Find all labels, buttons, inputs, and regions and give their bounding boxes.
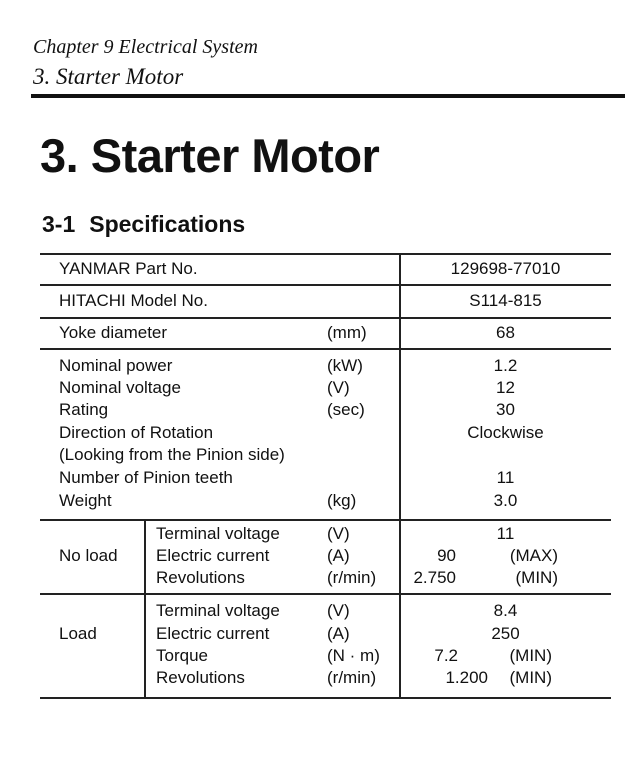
- spec-value: 12: [496, 378, 515, 397]
- table-group-rule: [144, 519, 146, 699]
- spec-label: Number of Pinion teeth: [59, 468, 233, 487]
- no-load-row-unit: (V): [327, 524, 350, 543]
- no-load-row-label: Electric current: [156, 546, 270, 565]
- section-header: 3. Starter Motor: [33, 64, 184, 89]
- load-row-unit: (N · m): [327, 646, 380, 665]
- spec-value: Clockwise: [467, 423, 544, 442]
- spec-unit: (kW): [327, 356, 363, 375]
- no-load-row-value: 11: [496, 524, 515, 543]
- load-row-unit: (A): [327, 624, 350, 643]
- spec-unit: (V): [327, 378, 350, 397]
- table-rule: [40, 519, 611, 521]
- no-load-row-unit: (r/min): [327, 568, 377, 587]
- no-load-row-unit: (A): [327, 546, 350, 565]
- spec-label: Nominal voltage: [59, 378, 181, 397]
- chapter-header: Chapter 9 Electrical System: [33, 36, 258, 58]
- spec-unit: (sec): [327, 400, 365, 419]
- yoke-label: Yoke diameter: [59, 323, 168, 342]
- page-title: 3. Starter Motor: [40, 129, 380, 182]
- yoke-unit: (mm): [327, 323, 367, 342]
- load-row-unit: (V): [327, 601, 350, 620]
- table-rule: [40, 348, 611, 350]
- subsection-number: 3-1: [42, 211, 76, 237]
- load-row-label: Electric current: [156, 624, 270, 643]
- spec-table: [40, 253, 611, 699]
- no-load-row-qualifier: (MIN): [515, 568, 558, 587]
- spec-value: 30: [496, 400, 515, 419]
- spec-label: Weight: [59, 491, 112, 510]
- load-row-qualifier: (MIN): [509, 668, 552, 687]
- load-row-value: 8.4: [493, 601, 518, 620]
- load-row-qualifier: (MIN): [509, 646, 552, 665]
- no-load-row-label: Terminal voltage: [156, 524, 280, 543]
- spec-label: Direction of Rotation: [59, 423, 214, 442]
- no-load-row-label: Revolutions: [156, 568, 245, 587]
- subsection-title: [42, 211, 245, 238]
- load-row-label: Revolutions: [156, 668, 245, 687]
- yoke-value: 68: [496, 323, 515, 342]
- load-label: Load: [59, 624, 97, 643]
- spec-label: Rating: [59, 400, 109, 419]
- table-rule: [40, 284, 611, 286]
- no-load-row-value: 2.750: [413, 568, 456, 587]
- table-rule: [40, 697, 611, 699]
- part-no-label: YANMAR Part No.: [59, 259, 198, 278]
- no-load-label: No load: [59, 546, 118, 565]
- no-load-row-value: 90: [437, 546, 456, 565]
- table-rule: [40, 593, 611, 595]
- load-row-value: 7.2: [434, 646, 458, 665]
- part-no-value: 129698-77010: [450, 259, 561, 278]
- model-no-label: HITACHI Model No.: [59, 291, 208, 310]
- subsection-label: Specifications: [89, 211, 246, 237]
- table-rule: [40, 317, 611, 319]
- load-row-unit: (r/min): [327, 668, 377, 687]
- spec-unit: (kg): [327, 491, 357, 510]
- spec-label: Nominal power: [59, 356, 173, 375]
- spec-value: 11: [496, 468, 515, 487]
- spec-label: (Looking from the Pinion side): [59, 445, 285, 464]
- load-row-label: Torque: [156, 646, 208, 665]
- load-row-value: 1.200: [445, 668, 488, 687]
- no-load-row-qualifier: (MAX): [509, 546, 558, 565]
- spec-value: 1.2: [493, 356, 518, 375]
- spec-value: 3.0: [493, 491, 518, 510]
- model-no-value: S114-815: [469, 291, 542, 310]
- table-rule: [40, 253, 611, 255]
- load-row-value: 250: [491, 624, 520, 643]
- header-rule: [31, 94, 625, 98]
- load-row-label: Terminal voltage: [156, 601, 280, 620]
